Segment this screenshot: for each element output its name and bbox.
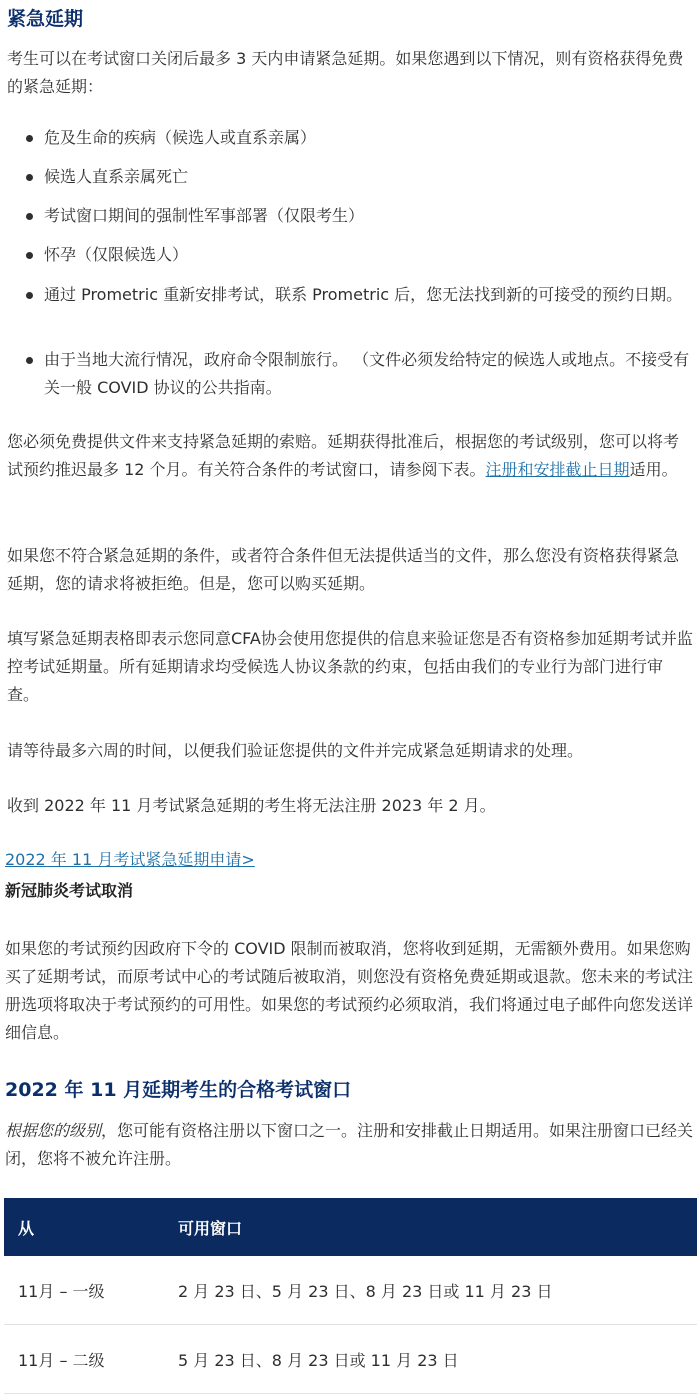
list-item: 考试窗口期间的强制性军事部署（仅限考生） [26, 202, 692, 230]
covid-paragraph: 如果您的考试预约因政府下令的 COVID 限制而被取消，您将收到延期，无需额外费用。如果您购买了延期考试，而原考试中心的考试随后被取消，则您没有资格免费延期或退款。您未来的考试注册选项将取决于考试预约的可用性。如果您的考试预约必须取消，我们将通过电子邮件向您发送详细信息。 [5, 939, 694, 1042]
table-cell-from: 11月 – 一级 [4, 1256, 164, 1325]
wait-paragraph: 请等待最多六周的时间，以便我们验证您提供的文件并完成紧急延期请求的处理。 [7, 741, 584, 760]
table-cell-windows: 2 月 23 日、5 月 23 日、8 月 23 日或 11 月 23 日 [164, 1256, 697, 1325]
list-item: 由于当地大流行情况，政府命令限制旅行。 （文件必须发给特定的候选人或地点。不接受有关一般 COVID 协议的公共指南。 [26, 346, 692, 402]
list-item: 怀孕（仅限候选人） [26, 241, 692, 269]
deadlines-link[interactable]: 注册和安排截止日期 [485, 460, 630, 479]
table-header-row [4, 1198, 697, 1256]
table-row [4, 1325, 697, 1394]
emergency-deferral-heading: 紧急延期 [7, 8, 84, 30]
bullet-icon [26, 135, 33, 142]
bullet-icon [26, 252, 33, 259]
table-cell-windows: 5 月 23 日、8 月 23 日或 11 月 23 日 [164, 1325, 697, 1394]
table-cell-from: 11月 – 二级 [4, 1325, 164, 1394]
documentation-paragraph: 您必须免费提供文件来支持紧急延期的索赔。延期获得批准后，根据您的考试级别，您可以将考试预约推迟最多 12 个月。有关符合条件的考试窗口，请参阅下表。注册和安排截止日期适用。 [7, 432, 680, 479]
intro-paragraph: 考生可以在考试窗口关闭后最多 3 天内申请紧急延期。如果您遇到以下情况，则有资格获得免费的紧急延期： [7, 49, 684, 96]
header-available-windows: 可用窗口 [164, 1198, 697, 1256]
apply-link-paragraph [5, 846, 691, 874]
bullet-icon [26, 292, 33, 299]
list-item: 候选人直系亲属死亡 [26, 163, 692, 191]
list-item: 危及生命的疾病（候选人或直系亲属） [26, 124, 692, 152]
november-paragraph: 收到 2022 年 11 月考试紧急延期的考生将无法注册 2023 年 2 月。 [7, 796, 496, 815]
bullet-icon [26, 213, 33, 220]
emergency-deferral-apply-link[interactable]: 2022 年 11 月考试紧急延期申请> [5, 850, 255, 869]
bullet-icon [26, 174, 33, 181]
list-item: 通过 Prometric 重新安排考试，联系 Prometric 后，您无法找到新的可接受的预约日期。 [26, 281, 692, 309]
header-from: 从 [4, 1198, 164, 1256]
windows-note-paragraph: 根据您的级别，您可能有资格注册以下窗口之一。注册和安排截止日期适用。如果注册窗口已经关闭，您将不被允许注册。 [5, 1121, 694, 1168]
eligible-windows-heading: 2022 年 11 月延期考生的合格考试窗口 [5, 1079, 352, 1101]
consent-paragraph: 填写紧急延期表格即表示您同意CFA协会使用您提供的信息来验证您是否有资格参加延期考试并监控考试延期量。所有延期请求均受候选人协议条款的约束，包括由我们的专业行为部门进行审查。 [7, 629, 693, 704]
not-eligible-paragraph: 如果您不符合紧急延期的条件，或者符合条件但无法提供适当的文件，那么您没有资格获得紧急延期，您的请求将被拒绝。但是，您可以购买延期。 [7, 546, 680, 593]
eligible-windows-table [4, 1198, 697, 1394]
table-row [4, 1256, 697, 1325]
covid-heading: 新冠肺炎考试取消 [5, 881, 134, 900]
bullet-icon [26, 357, 33, 364]
